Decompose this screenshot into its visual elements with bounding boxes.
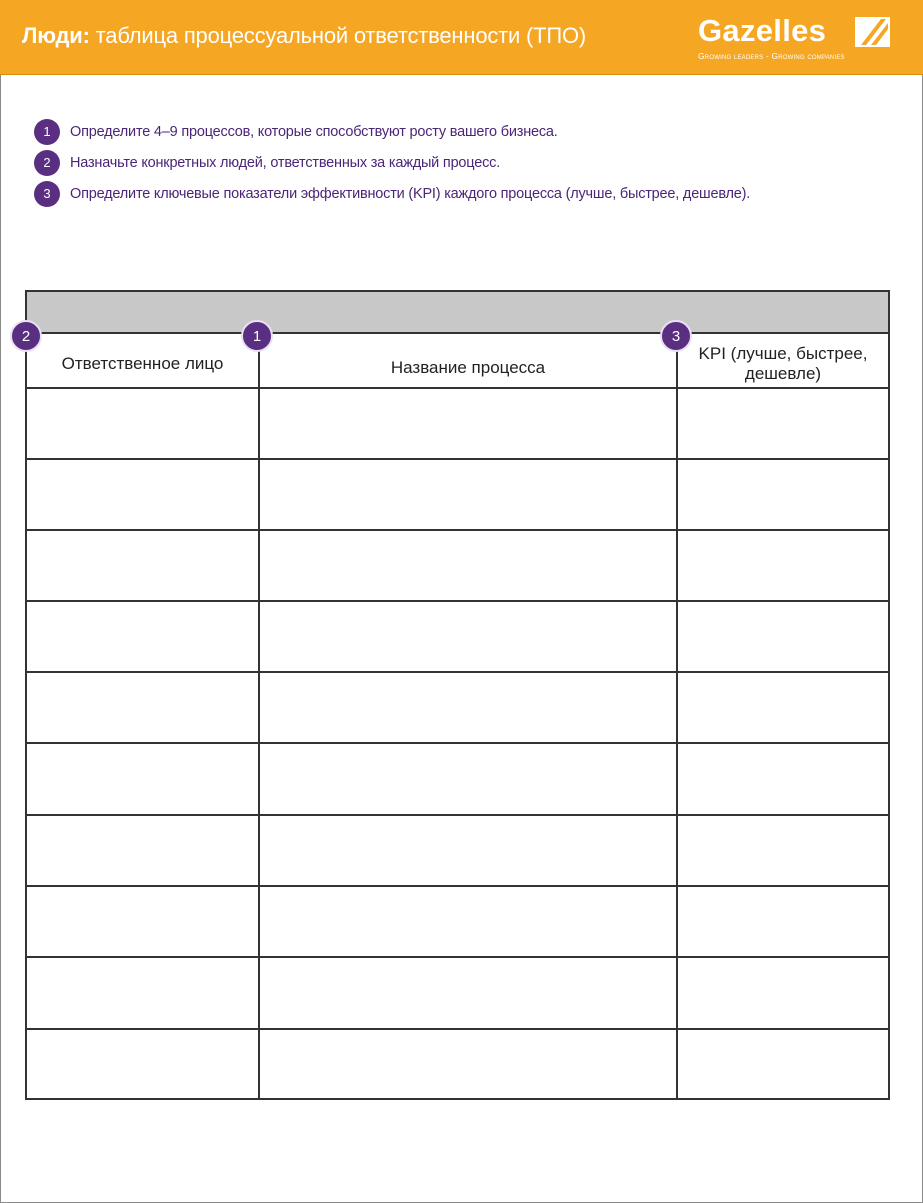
column-badge-process: 1	[241, 320, 273, 352]
owner-cell[interactable]	[27, 816, 258, 885]
process-cell[interactable]	[260, 673, 676, 742]
process-cell[interactable]	[260, 1030, 676, 1098]
row-divider	[27, 332, 888, 334]
step-number-badge: 1	[34, 119, 60, 145]
process-cell[interactable]	[260, 958, 676, 1028]
process-cell[interactable]	[260, 816, 676, 885]
column-badge-kpi: 3	[660, 320, 692, 352]
process-cell[interactable]	[260, 460, 676, 529]
kpi-cell[interactable]	[678, 1030, 888, 1098]
instruction-item	[34, 147, 894, 178]
column-header-owner: Ответственное лицо	[61, 354, 224, 373]
kpi-cell[interactable]	[678, 673, 888, 742]
kpi-cell[interactable]	[678, 816, 888, 885]
logo-tagline: Growing leaders - Growing companies	[698, 51, 845, 61]
instruction-item	[34, 116, 894, 147]
instruction-text: Определите ключевые показатели эффективности (KPI) каждого процесса (лучше, быстрее, дешевле).	[70, 185, 751, 202]
owner-cell[interactable]	[27, 673, 258, 742]
instruction-item	[34, 178, 894, 209]
step-number-badge: 3	[34, 181, 60, 207]
column-header-process: Название процесса	[390, 358, 546, 377]
owner-cell[interactable]	[27, 744, 258, 814]
page-title-rest: таблица процессуальной ответственности (ТПО)	[89, 23, 587, 48]
kpi-cell[interactable]	[678, 744, 888, 814]
owner-cell[interactable]	[27, 460, 258, 529]
process-cell[interactable]	[260, 602, 676, 671]
process-cell[interactable]	[260, 887, 676, 956]
kpi-cell[interactable]	[678, 602, 888, 671]
page-title	[22, 23, 586, 49]
kpi-cell[interactable]	[678, 531, 888, 600]
column-header-kpi: KPI (лучше, быстрее, дешевле)	[698, 344, 868, 383]
step-number-badge: 2	[34, 150, 60, 176]
table-header-band	[27, 292, 888, 334]
kpi-cell[interactable]	[678, 460, 888, 529]
kpi-cell[interactable]	[678, 958, 888, 1028]
owner-cell[interactable]	[27, 531, 258, 600]
process-cell[interactable]	[260, 531, 676, 600]
logo-word: Gazelles	[698, 13, 827, 48]
owner-cell[interactable]	[27, 887, 258, 956]
process-cell[interactable]	[260, 744, 676, 814]
instruction-list	[34, 116, 894, 209]
process-cell[interactable]	[260, 389, 676, 458]
responsibility-table	[25, 290, 890, 1100]
gazelle-slash-icon	[855, 17, 890, 47]
gazelles-logo	[698, 14, 898, 64]
owner-cell[interactable]	[27, 1030, 258, 1098]
owner-cell[interactable]	[27, 389, 258, 458]
owner-cell[interactable]	[27, 958, 258, 1028]
kpi-cell[interactable]	[678, 389, 888, 458]
owner-cell[interactable]	[27, 602, 258, 671]
instruction-text: Назначьте конкретных людей, ответственных за каждый процесс.	[70, 154, 501, 171]
instruction-text: Определите 4–9 процессов, которые способствуют росту вашего бизнеса.	[70, 123, 558, 140]
page-title-bold: Люди:	[22, 23, 90, 48]
column-badge-owner: 2	[10, 320, 42, 352]
kpi-cell[interactable]	[678, 887, 888, 956]
page-header	[0, 0, 923, 75]
